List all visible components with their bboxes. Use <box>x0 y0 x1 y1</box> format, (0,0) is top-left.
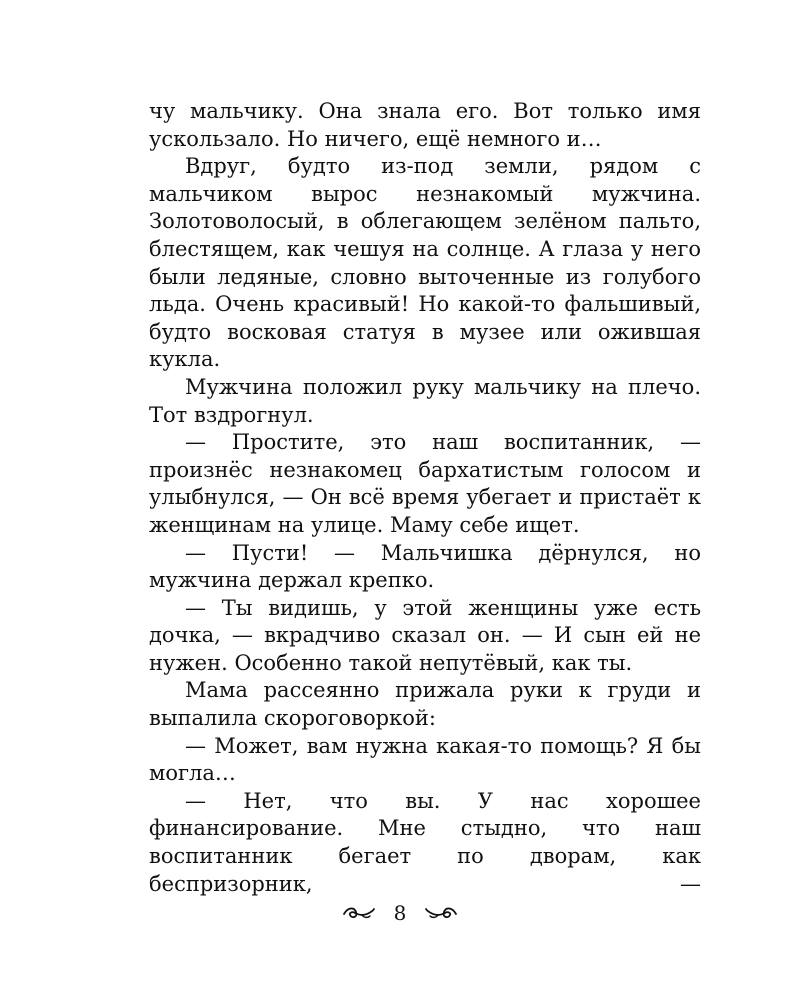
page-footer <box>0 898 800 928</box>
paragraph-3: Мужчина положил руку мальчику на плечо. Тот вздрогнул. <box>149 374 701 427</box>
paragraph-2: Вдруг, будто из-под земли, рядом с мальчиком вырос незнакомый мужчина. Золотоволосый, в облегающем зелёном пальто, блестящем, как чешуя на солнце. А глаза у него были ледяные, словно выточенные из голубого льда. Очень красивый! Но какой-то фальшивый, будто восковая статуя в музее или ожившая кукла. <box>149 154 701 372</box>
swash-left-ornament-icon <box>342 905 376 921</box>
paragraph-9: — Нет, что вы. У нас хорошее финансирование. Мне стыдно, что наш воспитанник бегает по дворам, как беспризорник, — <box>149 788 701 896</box>
paragraph-8: — Может, вам нужна какая-то помощь? Я бы могла… <box>149 733 701 786</box>
swash-right-ornament-icon <box>424 905 458 921</box>
paragraph-4: — Простите, это наш воспитанник, — произнёс незнакомец бархатистым голосом и улыбнулся, — Он всё время убегает и пристаёт к женщинам на улице. Маму себе ищет. <box>149 430 701 537</box>
paragraph-7: Мама рассеянно прижала руки к груди и выпалила скороговоркой: <box>149 678 701 731</box>
paragraph-1: чу мальчику. Она знала его. Вот только имя ускользало. Но ничего, ещё немного и… <box>149 99 701 151</box>
body-text <box>149 98 701 898</box>
paragraph-6: — Ты видишь, у этой женщины уже есть дочка, — вкрадчиво сказал он. — И сын ей не нужен. Особенно такой непутёвый, как ты. <box>149 595 701 675</box>
paragraph-5: — Пусти! — Мальчишка дёрнулся, но мужчина держал крепко. <box>149 540 701 593</box>
page-number: 8 <box>393 901 407 925</box>
